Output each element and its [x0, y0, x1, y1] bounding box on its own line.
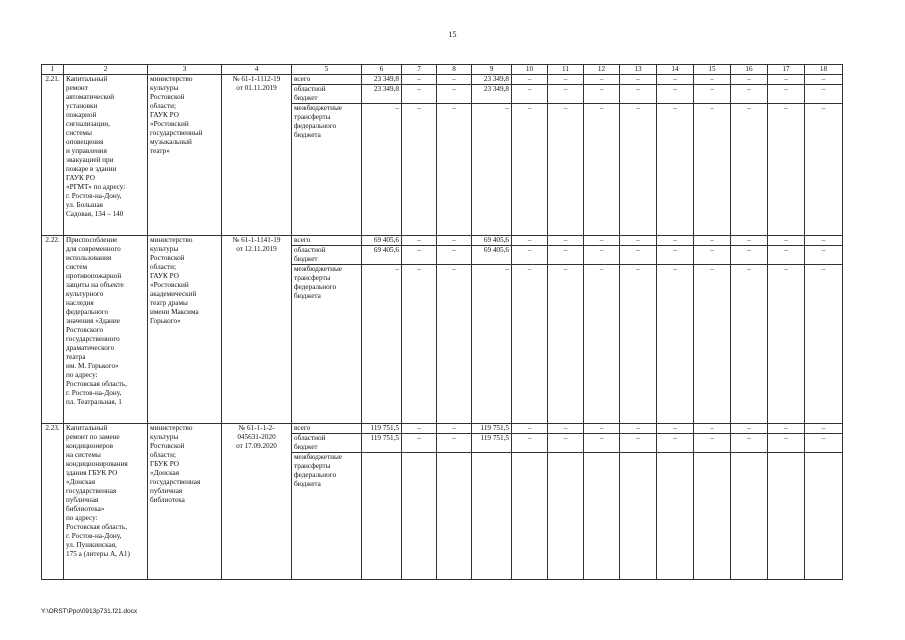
value-col-9: 119 751,5	[472, 424, 512, 434]
value-col-18: –	[805, 236, 843, 246]
value-col-12: –	[584, 236, 620, 246]
value-col-14: –	[657, 265, 694, 424]
value-col-14: –	[657, 424, 694, 434]
value-col-7: –	[402, 236, 437, 246]
column-number: 10	[512, 65, 548, 75]
value-col-7: –	[402, 246, 437, 265]
value-col-10: –	[512, 104, 548, 236]
value-col-11: –	[548, 85, 584, 104]
column-number: 11	[548, 65, 584, 75]
column-number: 9	[472, 65, 512, 75]
value-col-8: –	[437, 246, 472, 265]
value-col-11: –	[548, 104, 584, 236]
value-col-9: 119 751,5	[472, 434, 512, 453]
value-col-13: –	[620, 75, 657, 85]
value-col-11: –	[548, 246, 584, 265]
value-col-18: –	[805, 434, 843, 453]
value-col-9: –	[472, 104, 512, 236]
value-col-7	[402, 453, 437, 580]
item-number: 2.22.	[42, 236, 64, 424]
value-col-8: –	[437, 424, 472, 434]
responsible-org: министерство культуры Ростовской области; ГБУК РО «Донская государственная публичная библиотека	[148, 424, 222, 580]
value-col-18: –	[805, 75, 843, 85]
table-row	[42, 236, 843, 246]
value-col-13: –	[620, 424, 657, 434]
value-col-15: –	[694, 104, 731, 236]
expertise-doc: № 61-1-1112-19 от 01.11.2019	[222, 75, 292, 236]
value-col-15: –	[694, 424, 731, 434]
value-col-10: –	[512, 75, 548, 85]
item-name: Приспособление для современного использования систем противопожарной защиты на объекте культурного наследия федерального значения «Здание Ростовского государственного драматического театра им. М. Горького» по адресу: Ростовская область, г. Ростов-на-Дону, пл. Театральная, 1	[64, 236, 148, 424]
value-col-6	[362, 453, 402, 580]
funding-source-label: областной бюджет	[292, 246, 362, 265]
column-number: 7	[402, 65, 437, 75]
value-col-10: –	[512, 265, 548, 424]
value-col-18	[805, 453, 843, 580]
value-col-14: –	[657, 434, 694, 453]
value-col-12: –	[584, 265, 620, 424]
value-col-7: –	[402, 434, 437, 453]
item-number: 2.21.	[42, 75, 64, 236]
value-col-14: –	[657, 104, 694, 236]
value-col-11: –	[548, 236, 584, 246]
funding-table	[41, 64, 843, 580]
column-number: 8	[437, 65, 472, 75]
expertise-doc: № 61-1-1-2- 045631-2020 от 17.09.2020	[222, 424, 292, 580]
value-col-17: –	[768, 104, 805, 236]
value-col-9: 69 405,6	[472, 236, 512, 246]
value-col-12: –	[584, 434, 620, 453]
column-number: 14	[657, 65, 694, 75]
value-col-14: –	[657, 75, 694, 85]
value-col-6: 69 405,6	[362, 246, 402, 265]
funding-source-label: всего	[292, 236, 362, 246]
item-number: 2.23.	[42, 424, 64, 580]
page-number: 15	[448, 30, 457, 39]
value-col-11: –	[548, 265, 584, 424]
value-col-15	[694, 453, 731, 580]
value-col-17: –	[768, 265, 805, 424]
value-col-11: –	[548, 75, 584, 85]
value-col-13	[620, 453, 657, 580]
value-col-8	[437, 453, 472, 580]
value-col-17: –	[768, 424, 805, 434]
column-number: 15	[694, 65, 731, 75]
funding-source-label: всего	[292, 424, 362, 434]
funding-source-label: межбюджетные трансферты федерального бюджета	[292, 104, 362, 236]
value-col-9	[472, 453, 512, 580]
column-number: 2	[64, 65, 148, 75]
value-col-15: –	[694, 265, 731, 424]
value-col-17	[768, 453, 805, 580]
value-col-10: –	[512, 85, 548, 104]
value-col-15: –	[694, 85, 731, 104]
value-col-13: –	[620, 246, 657, 265]
value-col-15: –	[694, 246, 731, 265]
value-col-10: –	[512, 246, 548, 265]
value-col-16	[731, 453, 768, 580]
table-row	[42, 75, 843, 85]
value-col-16: –	[731, 85, 768, 104]
value-col-6: 23 349,8	[362, 75, 402, 85]
table-row	[42, 424, 843, 434]
column-number: 5	[292, 65, 362, 75]
value-col-17: –	[768, 75, 805, 85]
value-col-8: –	[437, 236, 472, 246]
value-col-16: –	[731, 75, 768, 85]
value-col-14: –	[657, 236, 694, 246]
value-col-14: –	[657, 246, 694, 265]
value-col-9: 23 349,8	[472, 75, 512, 85]
value-col-6: 119 751,5	[362, 434, 402, 453]
value-col-18: –	[805, 265, 843, 424]
value-col-12: –	[584, 75, 620, 85]
value-col-9: 23 349,8	[472, 85, 512, 104]
value-col-8: –	[437, 85, 472, 104]
value-col-12: –	[584, 104, 620, 236]
value-col-16: –	[731, 246, 768, 265]
value-col-6: 23 349,8	[362, 85, 402, 104]
responsible-org: министерство культуры Ростовской области; ГАУК РО «Ростовский академический театр драмы имени Максима Горького»	[148, 236, 222, 424]
value-col-8: –	[437, 265, 472, 424]
value-col-6: 69 405,6	[362, 236, 402, 246]
item-name: Капитальный ремонт по замене кондиционеров на системы кондиционирования здания ГБУК РО «Донская государственная публичная библиотека» по адресу: Ростовская область, г. Ростов-на-Дону, ул. Пушкинская, 175 а (литеры А, А1)	[64, 424, 148, 580]
column-number: 6	[362, 65, 402, 75]
value-col-17: –	[768, 246, 805, 265]
value-col-13: –	[620, 236, 657, 246]
value-col-11	[548, 453, 584, 580]
value-col-6: –	[362, 265, 402, 424]
value-col-9: 69 405,6	[472, 246, 512, 265]
value-col-14	[657, 453, 694, 580]
funding-source-label: областной бюджет	[292, 85, 362, 104]
column-number: 4	[222, 65, 292, 75]
funding-source-label: всего	[292, 75, 362, 85]
value-col-13: –	[620, 104, 657, 236]
value-col-17: –	[768, 236, 805, 246]
value-col-17: –	[768, 85, 805, 104]
value-col-18: –	[805, 85, 843, 104]
column-number: 3	[148, 65, 222, 75]
funding-source-label: межбюджетные трансферты федерального бюджета	[292, 453, 362, 580]
value-col-7: –	[402, 424, 437, 434]
value-col-17: –	[768, 434, 805, 453]
value-col-11: –	[548, 424, 584, 434]
value-col-13: –	[620, 434, 657, 453]
value-col-10	[512, 453, 548, 580]
column-number: 12	[584, 65, 620, 75]
value-col-13: –	[620, 265, 657, 424]
value-col-12: –	[584, 85, 620, 104]
value-col-11: –	[548, 434, 584, 453]
column-number: 13	[620, 65, 657, 75]
value-col-8: –	[437, 434, 472, 453]
expertise-doc: № 61-1-1141-19 от 12.11.2019	[222, 236, 292, 424]
funding-source-label: межбюджетные трансферты федерального бюджета	[292, 265, 362, 424]
value-col-16: –	[731, 424, 768, 434]
value-col-7: –	[402, 85, 437, 104]
value-col-6: –	[362, 104, 402, 236]
value-col-9: –	[472, 265, 512, 424]
value-col-12: –	[584, 246, 620, 265]
value-col-8: –	[437, 75, 472, 85]
value-col-18: –	[805, 104, 843, 236]
value-col-16: –	[731, 265, 768, 424]
value-col-15: –	[694, 434, 731, 453]
value-col-18: –	[805, 424, 843, 434]
value-col-6: 119 751,5	[362, 424, 402, 434]
file-path-footer: Y:\ORST\Ppo\0913p731.f21.docx	[41, 608, 138, 615]
column-number: 16	[731, 65, 768, 75]
item-name: Капитальный ремонт автоматической установки пожарной сигнализации, системы оповещения и управления эвакуацией при пожаре в здании ГАУК РО «РГМТ» по адресу: г. Ростов-на-Дону, ул. Большая Садовая, 134 – 140	[64, 75, 148, 236]
column-number: 17	[768, 65, 805, 75]
column-number: 1	[42, 65, 64, 75]
value-col-7: –	[402, 75, 437, 85]
value-col-8: –	[437, 104, 472, 236]
value-col-10: –	[512, 434, 548, 453]
funding-source-label: областной бюджет	[292, 434, 362, 453]
header-row	[42, 65, 843, 75]
column-number: 18	[805, 65, 843, 75]
value-col-16: –	[731, 104, 768, 236]
value-col-16: –	[731, 236, 768, 246]
value-col-10: –	[512, 424, 548, 434]
value-col-13: –	[620, 85, 657, 104]
value-col-7: –	[402, 104, 437, 236]
value-col-12	[584, 453, 620, 580]
value-col-7: –	[402, 265, 437, 424]
value-col-18: –	[805, 246, 843, 265]
value-col-16: –	[731, 434, 768, 453]
value-col-15: –	[694, 236, 731, 246]
value-col-15: –	[694, 75, 731, 85]
value-col-12: –	[584, 424, 620, 434]
responsible-org: министерство культуры Ростовской области; ГАУК РО «Ростовский государственный музыкальный театр»	[148, 75, 222, 236]
value-col-14: –	[657, 85, 694, 104]
value-col-10: –	[512, 236, 548, 246]
